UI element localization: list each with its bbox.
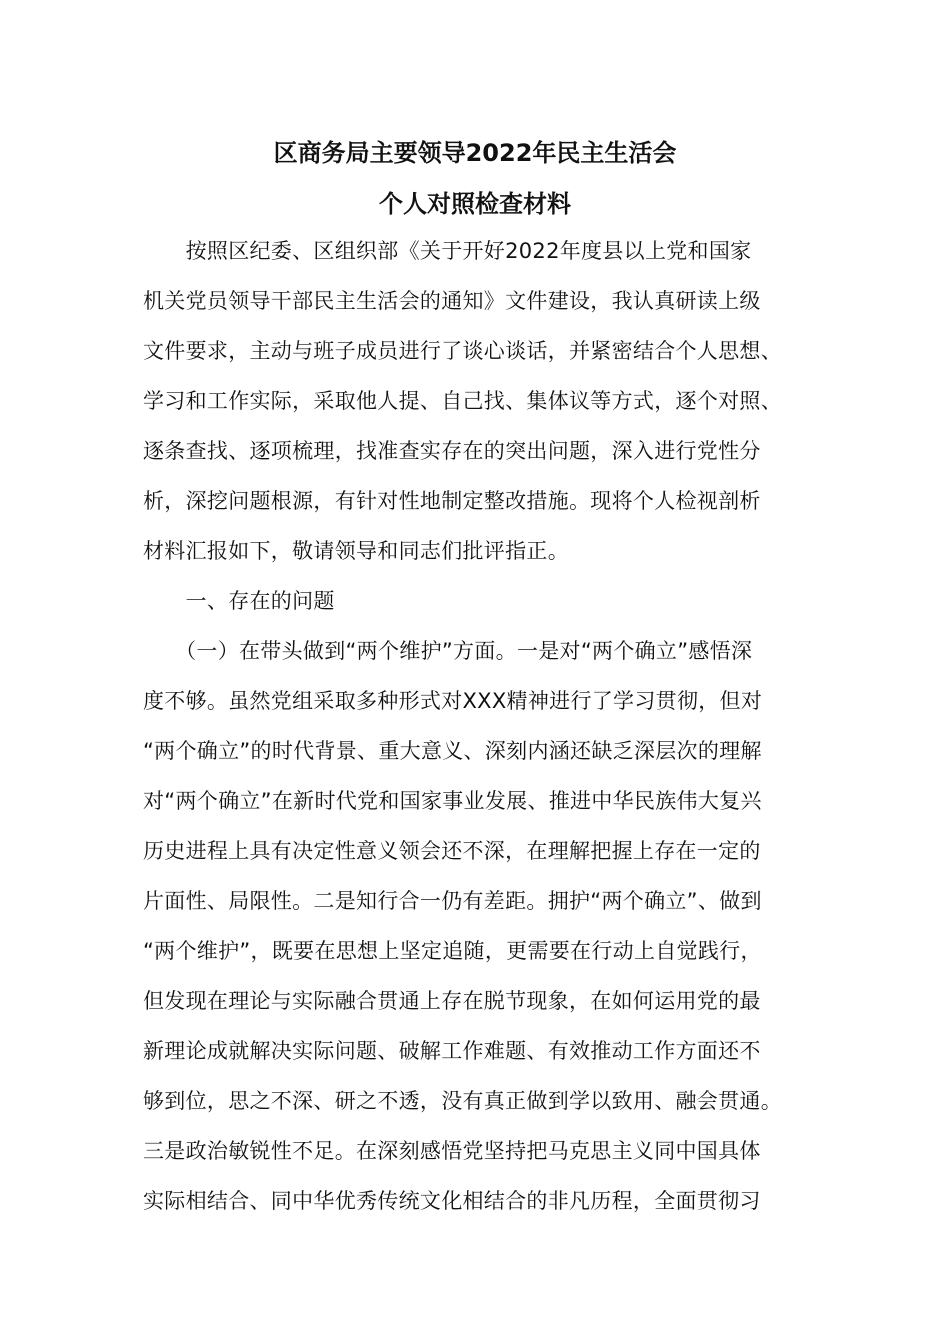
body-line: 按照区纪委、区组织部《关于开好2022年度县以上党和国家 [143,239,752,263]
body-line: 学习和工作实际，采取他人提、自己找、集体议等方式，逐个对照、 [143,389,782,413]
body-line: 实际相结合、同中华优秀传统文化相结合的非凡历程，全面贯彻习 [143,1189,761,1213]
body-line: 够到位，思之不深、研之不透，没有真正做到学以致用、融会贯通。 [143,1089,782,1113]
body-line: 新理论成就解决实际问题、破解工作难题、有效推动工作方面还不 [143,1039,761,1063]
body-line: 析，深挖问题根源，有针对性地制定整改措施。现将个人检视剖析 [143,489,761,513]
body-line: 片面性、局限性。二是知行合一仍有差距。拥护“两个确立”、做到 [143,889,762,913]
document-subtitle: 个人对照检查材料 [379,190,571,218]
body-line: 材料汇报如下，敬请领导和同志们批评指正。 [143,539,569,563]
body-line: 三是政治敏锐性不足。在深刻感悟党坚持把马克思主义同中国具体 [143,1139,761,1163]
body-line: 机关党员领导干部民主生活会的通知》文件建设，我认真研读上级 [143,289,761,313]
document-title: 区商务局主要领导2022年民主生活会 [273,139,677,167]
body-line: 历史进程上具有决定性意义领会还不深，在理解把握上存在一定的 [143,839,761,863]
body-line: 对“两个确立”在新时代党和国家事业发展、推进中华民族伟大复兴 [143,789,762,813]
body-line: “两个维护”，既要在思想上坚定追随，更需要在行动上自觉践行， [143,939,762,963]
body-line: （一）在带头做到“两个维护”方面。一是对“两个确立”感悟深 [143,639,753,663]
body-line: 度不够。虽然党组采取多种形式对XXX精神进行了学习贯彻，但对 [143,689,763,713]
body-line: 文件要求，主动与班子成员进行了谈心谈话，并紧密结合个人思想、 [143,339,782,363]
body-line: 逐条查找、逐项梳理，找准查实存在的突出问题，深入进行党性分 [143,439,761,463]
body-line: “两个确立”的时代背景、重大意义、深刻内涵还缺乏深层次的理解 [143,739,762,763]
body-line: 但发现在理论与实际融合贯通上存在脱节现象，在如何运用党的最 [143,989,761,1013]
section-heading: 一、存在的问题 [143,589,335,613]
